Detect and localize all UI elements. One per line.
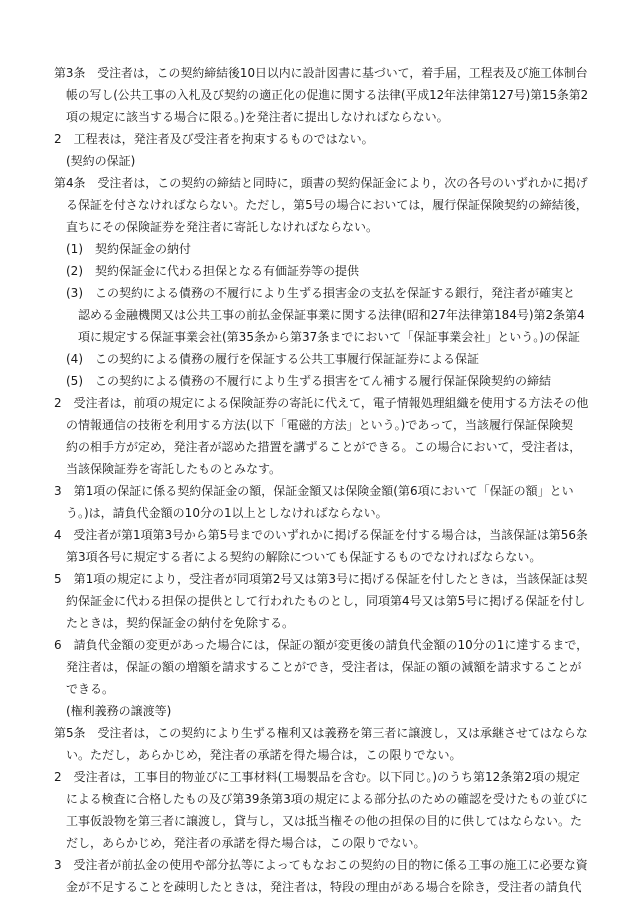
article-4-paragraph-2-line-4: 当該保険証券を寄託したものとみなす。	[66, 462, 282, 476]
article-4-item-4: (4) この契約による債務の履行を保証する公共工事履行保証証券による保証	[66, 352, 480, 366]
article-4-line-1: 第4条 受注者は，この契約の締結と同時に，頭書の契約保証金により，次の各号のいずれかに掲げ	[54, 176, 588, 190]
article-4-paragraph-5-line-2: 約保証金に代わる担保の提供として行われたものとし，同項第4号又は第5号に掲げる保証を付し	[66, 594, 586, 608]
article-5-paragraph-3-line-2: 金が不足することを疎明したときは，発注者は，特段の理由がある場合を除き，受注者の請負代	[66, 880, 582, 894]
article-4-item-3-line-1: (3) この契約による債務の不履行により生ずる損害金の支払を保証する銀行，発注者が確実と	[66, 286, 576, 300]
article-4-paragraph-2-line-1: 2 受注者は，前項の規定による保険証券の寄託に代えて，電子情報処理組織を使用する方法その他	[54, 396, 589, 410]
article-4-line-2: る保証を付さなければならない。ただし，第5号の場合においては，履行保証保険契約の締結後，	[66, 198, 588, 212]
article-4-item-3-line-2: 認める金融機関又は公共工事の前払金保証事業に関する法律(昭和27年法律第184号)第2条第4	[78, 308, 585, 322]
article-4-paragraph-5-line-1: 5 第1項の規定により，受注者が同項第2号又は第3号に掲げる保証を付したときは，当該保証は契	[54, 572, 588, 586]
article-4-paragraph-3-line-1: 3 第1項の保証に係る契約保証金の額，保証金額又は保険金額(第6項において「保証の額」とい	[54, 484, 574, 498]
article-4-paragraph-4-line-2: 第3項各号に規定する者による契約の解除についても保証するものでなければならない。	[66, 550, 542, 564]
article-4-item-1: (1) 契約保証金の納付	[66, 242, 191, 256]
article-3-paragraph-2: 2 工程表は，発注者及び受注者を拘束するものではない。	[54, 132, 374, 146]
article-4-item-2: (2) 契約保証金に代わる担保となる有価証券等の提供	[66, 264, 360, 278]
article-4-paragraph-6-line-1: 6 請負代金額の変更があった場合には，保証の額が変更後の請負代金額の10分の1に達するまで，	[54, 638, 589, 652]
article-4-paragraph-3-line-2: う。)は，請負代金額の10分の1以上としなければならない。	[66, 506, 388, 520]
article-5-paragraph-2-line-4: だし，あらかじめ，発注者の承諾を得た場合は，この限りでない。	[66, 836, 426, 850]
article-4-item-5: (5) この契約による債務の不履行により生ずる損害をてん補する履行保証保険契約の締結	[66, 374, 552, 388]
article-5-paragraph-2-line-1: 2 受注者は，工事目的物並びに工事材料(工場製品を含む。以下同じ。)のうち第12条第2項の規定	[54, 770, 580, 784]
article-5-paragraph-2-line-3: 工事仮設物を第三者に譲渡し，貸与し，又は抵当権その他の担保の目的に供してはならない。た	[66, 814, 583, 828]
article-5-paragraph-2-line-2: による検査に合格したもの及び第39条第3項の規定による部分払のための確認を受けたもの並びに	[66, 792, 588, 806]
article-4-paragraph-2-line-2: の情報通信の技術を利用する方法(以下「電磁的方法」という。)であって，当該履行保証保険契	[66, 418, 574, 432]
article-4-paragraph-6-line-2: 発注者は，保証の額の増額を請求することができ，受注者は，保証の額の減額を請求することが	[66, 660, 582, 674]
article-5-line-1: 第5条 受注者は，この契約により生ずる権利又は義務を第三者に譲渡し，又は承継させてはならな	[54, 726, 588, 740]
article-4-paragraph-5-line-3: たときは，契約保証金の納付を免除する。	[66, 616, 295, 630]
article-3-line-3: 項の規定に該当する場合に限る。)を発注者に提出しなければならない。	[66, 110, 449, 124]
article-4-heading: (契約の保証)	[66, 154, 136, 168]
article-5-paragraph-3-line-1: 3 受注者が前払金の使用や部分払等によってもなおこの契約の目的物に係る工事の施工に必要な資	[54, 858, 588, 872]
article-4-paragraph-6-line-3: できる。	[66, 682, 115, 696]
article-4-line-3: 直ちにその保険証券を発注者に寄託しなければならない。	[66, 220, 379, 234]
article-3-line-2: 帳の写し(公共工事の入札及び契約の適正化の促進に関する法律(平成12年法律第127号)第15条第2	[66, 88, 589, 102]
article-5-line-2: い。ただし，あらかじめ，発注者の承諾を得た場合は，この限りでない。	[66, 748, 462, 762]
article-4-paragraph-4-line-1: 4 受注者が第1項第3号から第5号までのいずれかに掲げる保証を付する場合は，当該保証は第56条	[54, 528, 588, 542]
article-4-paragraph-2-line-3: 約の相手方が定め，発注者が認めた措置を講ずることができる。この場合において，受注者は，	[66, 440, 582, 454]
article-5-heading: (権利義務の譲渡等)	[66, 704, 172, 718]
article-3-line-1: 第3条 受注者は，この契約締結後10日以内に設計図書に基づいて，着手届，工程表及び施工体制台	[54, 66, 588, 80]
article-4-item-3-line-3: 項に規定する保証事業会社(第35条から第37条までにおいて「保証事業会社」という。)の保証	[78, 330, 580, 344]
